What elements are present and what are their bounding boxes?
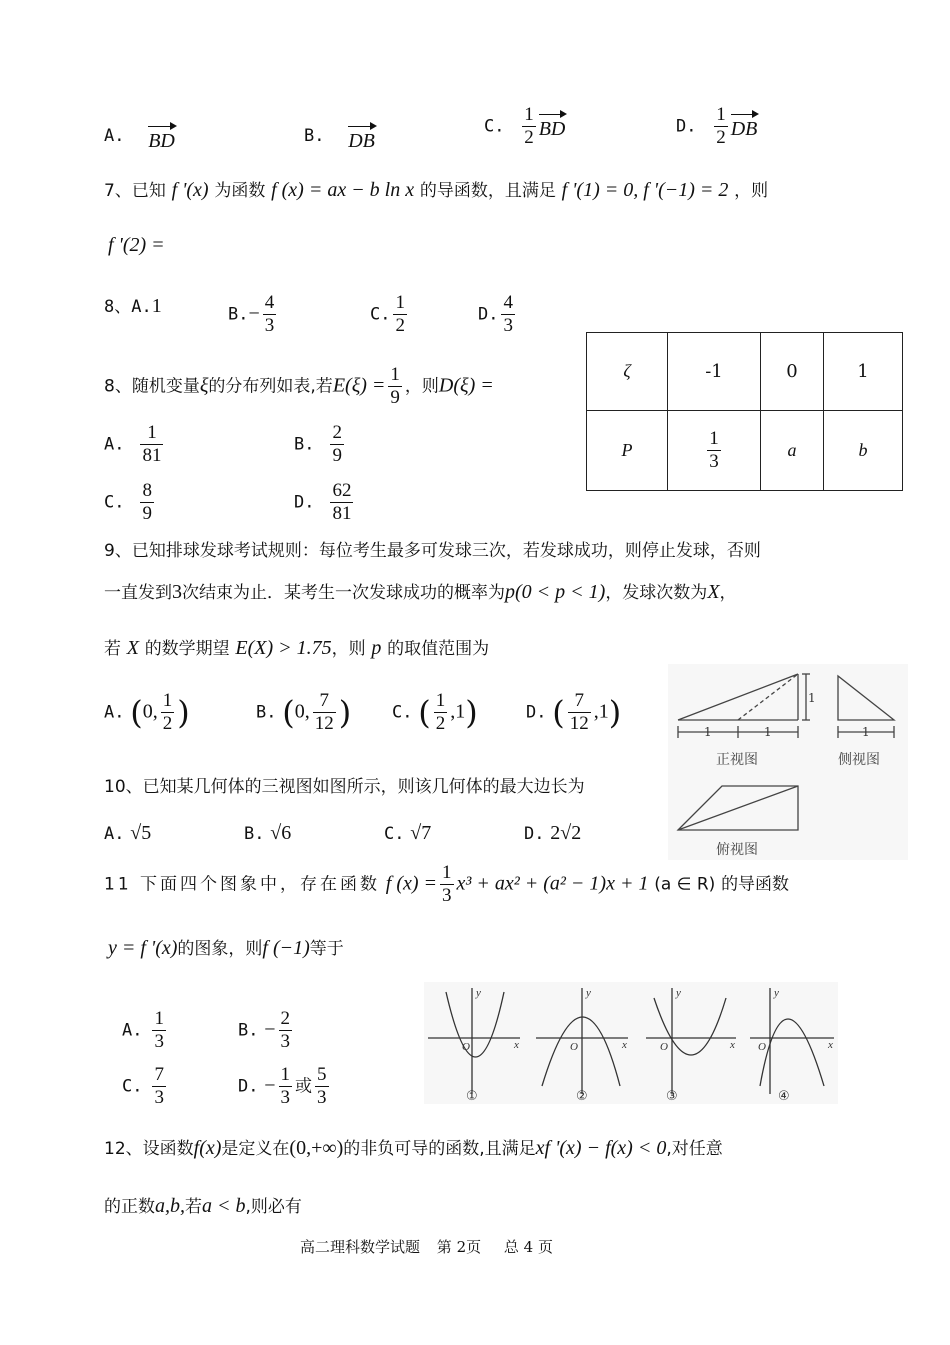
- option-label: C.: [484, 116, 505, 137]
- option-label: B.: [256, 702, 277, 723]
- axis-y-label: y: [476, 987, 481, 999]
- fraction: $\frac{7}{12}$: [314, 690, 334, 734]
- q11-function-rhs: x³ + ax² + (a² − 1)x + 1: [456, 872, 649, 895]
- q11-option-a: [122, 1008, 169, 1053]
- q12-text: 的非负可导的函数,且满足: [343, 1139, 536, 1159]
- option-label: D.: [478, 304, 499, 325]
- q8a-options: [104, 292, 162, 318]
- origin-label: O: [758, 1041, 766, 1053]
- q11-graphs: [424, 982, 838, 1104]
- graph-number: ④: [778, 1089, 790, 1104]
- axis-y-label: y: [774, 987, 779, 999]
- q8-text: 8、随机变量: [104, 376, 200, 397]
- fraction: $\frac{7}{3}$: [154, 1064, 164, 1108]
- axis-x-label: x: [828, 1039, 833, 1051]
- option-label: C.: [370, 304, 391, 325]
- q7-text: ，则: [734, 181, 769, 201]
- q9-p: p: [371, 637, 382, 659]
- option-label: A.: [104, 434, 125, 455]
- fraction: $\frac{8}{9}$: [142, 480, 152, 524]
- q12-ab: a,b,: [155, 1195, 185, 1217]
- table-cell: ζ: [587, 333, 668, 411]
- q9-text: 的数学期望: [144, 639, 230, 659]
- option-label: C.: [392, 702, 413, 723]
- fraction: $\frac{1}{2}$: [435, 690, 446, 734]
- fraction: $\frac{1}{2}$: [395, 292, 405, 336]
- q12-line2: [104, 1192, 302, 1218]
- q8-text: ，则: [404, 376, 439, 397]
- q10-text: 10、已知某几何体的三视图如图所示，则该几何体的最大边长为: [104, 777, 585, 797]
- fraction: $\frac{1}{3}$: [280, 1064, 290, 1108]
- option-label: C.: [104, 492, 125, 513]
- q12-text: 是定义在: [221, 1139, 290, 1159]
- table-cell: 0: [761, 333, 824, 411]
- q9-text: 一直发到: [104, 583, 172, 603]
- side-view-label: 侧视图: [838, 752, 880, 768]
- option-value: √5: [130, 822, 152, 844]
- q8-variance: D(ξ) =: [438, 374, 494, 397]
- q9-line1: 9、已知排球发球考试规则：每位考生最多可发球三次，若发球成功，则停止发球，否则: [104, 541, 761, 561]
- q9-text: ，则: [331, 639, 366, 659]
- option-label: C.: [122, 1076, 143, 1097]
- origin-label: O: [462, 1041, 470, 1053]
- question-8: [104, 364, 494, 409]
- axis-y-label: y: [676, 987, 681, 999]
- graphs-background: [424, 982, 838, 1104]
- q11-derivative: y = f '(x): [108, 937, 178, 959]
- option-label: A.: [122, 1020, 143, 1041]
- dim-label: 1: [862, 725, 870, 739]
- q8-xi: ξ: [199, 374, 209, 397]
- q12-inequality: xf '(x) − f(x) < 0: [535, 1137, 667, 1159]
- option-label: C.: [384, 824, 405, 844]
- q9-x: X: [707, 581, 720, 603]
- q11-f-neg1: f (−1): [262, 937, 310, 959]
- q10-option-c: [384, 822, 431, 845]
- interval-right: ,1: [593, 700, 609, 723]
- option-label: B.: [304, 126, 325, 146]
- q9-text: 的取值范围为: [387, 639, 490, 659]
- q8a-option-c: [370, 292, 410, 337]
- axis-x-label: x: [730, 1039, 735, 1051]
- q12-a-lt-b: a < b: [202, 1195, 246, 1217]
- three-view-figure: [668, 664, 908, 860]
- q7-condition: f '(1) = 0, f '(−1) = 2: [561, 179, 729, 201]
- q10-option-d: [524, 822, 581, 845]
- q11-text: 等于: [309, 939, 344, 959]
- distribution-table: [586, 332, 903, 491]
- q8a-option-b: [228, 292, 279, 337]
- q9-option-b: B. (0, $\frac{7}{12}$ ): [256, 690, 352, 734]
- fraction: $\frac{1}{3}$: [442, 862, 452, 906]
- table-row: [587, 411, 903, 491]
- option-label: B.: [228, 304, 249, 325]
- fraction: $\frac{7}{12}$: [569, 690, 589, 734]
- front-view-label: 正视图: [716, 752, 758, 768]
- option-value: 1: [151, 295, 162, 317]
- option-value: √7: [410, 822, 432, 844]
- q8a-option-d: [478, 292, 518, 337]
- q9-text: ，: [719, 583, 737, 603]
- fraction: $\frac{1}{3}$: [154, 1008, 164, 1052]
- fraction: $\frac{1}{2}$: [524, 104, 534, 148]
- q7-prefix: 7、已知: [104, 181, 166, 201]
- q12-text: 的正数: [104, 1197, 155, 1217]
- axis-x-label: x: [514, 1039, 519, 1051]
- q9-p-range: p(0 < p < 1): [505, 581, 606, 603]
- option-label: 8、A.: [104, 297, 152, 317]
- q11-option-b: [238, 1008, 295, 1053]
- q6-option-d: [676, 104, 757, 149]
- q7-text: 为函数: [214, 181, 266, 201]
- q10-option-a: [104, 822, 151, 845]
- option-label: D.: [238, 1076, 259, 1097]
- graph-number: ③: [666, 1089, 678, 1104]
- option-label: B.: [244, 824, 265, 844]
- q11-line2: [108, 934, 344, 960]
- vector-db: DB: [348, 124, 375, 153]
- q9-option-d: D. ( $\frac{7}{12}$ ,1): [526, 690, 622, 734]
- page-footer: [300, 1236, 553, 1257]
- q7-ask-expr: f '(2) =: [108, 234, 165, 256]
- q9-text: 若: [104, 639, 121, 659]
- option-label: D.: [524, 824, 545, 844]
- option-label: B.: [294, 434, 315, 455]
- vector-db: DB: [731, 112, 758, 141]
- fraction: $\frac{4}{3}$: [503, 292, 513, 336]
- fraction: $\frac{1}{9}$: [390, 364, 400, 408]
- q11-text: 11 下面四个图象中，存在函数: [104, 874, 381, 895]
- minus-sign: −: [248, 302, 260, 325]
- option-label: D.: [526, 702, 547, 723]
- q11-text: 的导函数: [721, 874, 790, 895]
- q11-text: 的图象，则: [177, 939, 263, 959]
- option-value: 2√2: [550, 822, 582, 844]
- fraction: $\frac{2}{9}$: [332, 422, 342, 466]
- footer-total: 总 4 页: [503, 1238, 553, 1256]
- fraction: $\frac{5}{3}$: [317, 1064, 327, 1108]
- graph-number: ②: [576, 1089, 588, 1104]
- q8-text: 的分布列如表,若: [208, 376, 333, 397]
- dim-label: 1: [808, 691, 816, 705]
- q9-line3: [104, 634, 489, 660]
- fraction: $\frac{1}{3}$: [709, 428, 719, 472]
- fraction: $\frac{1}{2}$: [162, 690, 173, 734]
- q6-option-b: [304, 118, 375, 152]
- question-7: [104, 176, 768, 202]
- q9-expectation: E(X) > 1.75: [235, 637, 332, 659]
- option-label: B.: [238, 1020, 259, 1041]
- question-12: [104, 1134, 723, 1160]
- footer-page: 第 2页: [436, 1238, 482, 1256]
- option-value: √6: [270, 822, 292, 844]
- q6-options: [104, 118, 175, 152]
- question-11: [104, 862, 789, 907]
- fraction: $\frac{4}{3}$: [264, 292, 275, 336]
- option-label: A.: [104, 824, 125, 844]
- q12-text: 12、设函数: [104, 1139, 194, 1159]
- q7-function: f (x) = ax − b ln x: [271, 179, 415, 201]
- q8-option-c: [104, 480, 157, 525]
- q7-text: 的导函数，且满足: [419, 181, 556, 201]
- q9-text: 次结束为止．某考生一次发球成功的概率为: [182, 583, 505, 603]
- table-row: [587, 333, 903, 411]
- minus-sign: −: [264, 1074, 276, 1097]
- interval-left: 0,: [142, 700, 158, 723]
- fraction: $\frac{2}{3}$: [280, 1008, 290, 1052]
- q12-text: ,则必有: [245, 1197, 302, 1217]
- table-cell: -1: [668, 333, 761, 411]
- origin-label: O: [570, 1041, 578, 1053]
- q12-fx: f(x): [193, 1137, 222, 1159]
- q9-line2: [104, 578, 737, 604]
- table-cell: 1: [824, 333, 903, 411]
- or-text: 或: [295, 1076, 312, 1097]
- q12-text: 若: [185, 1197, 202, 1217]
- interval-right: ,1: [450, 700, 466, 723]
- fraction: $\frac{1}{2}$: [716, 104, 726, 148]
- option-label: D.: [676, 116, 697, 137]
- q11-condition: (a ∈ R): [654, 874, 716, 895]
- q10-option-b: [244, 822, 291, 845]
- q8-expectation: E(ξ) =: [332, 374, 386, 397]
- vector-bd: BD: [148, 124, 175, 153]
- q6-option-c: [484, 104, 565, 149]
- table-cell: a: [761, 411, 824, 491]
- option-label: A.: [104, 126, 125, 146]
- option-label: D.: [294, 492, 315, 513]
- top-view-label: 俯视图: [716, 842, 758, 858]
- dim-label: 1: [704, 725, 712, 739]
- fraction: $\frac{62}{81}$: [332, 480, 352, 524]
- q8-option-a: [104, 422, 166, 467]
- interval-left: 0,: [294, 700, 310, 723]
- q9-text: ，发球次数为: [605, 583, 708, 603]
- q12-text: ,对任意: [666, 1139, 723, 1159]
- table-cell: P: [587, 411, 668, 491]
- q11-option-c: [122, 1064, 169, 1109]
- q8-option-b: [294, 422, 347, 467]
- table-cell: b: [824, 411, 903, 491]
- q9-x: X: [126, 637, 139, 659]
- minus-sign: −: [264, 1018, 276, 1041]
- footer-title: 高二理科数学试题: [300, 1238, 421, 1256]
- q12-domain: (0,+∞): [289, 1137, 344, 1159]
- q9-number: 3: [172, 581, 182, 603]
- dim-label: 1: [764, 725, 772, 739]
- option-label: A.: [104, 702, 125, 723]
- axis-x-label: x: [622, 1039, 627, 1051]
- fraction: $\frac{1}{81}$: [142, 422, 162, 466]
- q7-fprime: f '(x): [171, 179, 209, 201]
- q11-function-lhs: f (x) =: [385, 872, 438, 895]
- origin-label: O: [660, 1041, 668, 1053]
- graph-number: ①: [466, 1089, 478, 1104]
- q9-option-c: C. ( $\frac{1}{2}$ ,1): [392, 690, 478, 734]
- q8-option-d: [294, 480, 356, 525]
- table-cell: [668, 411, 761, 491]
- q11-option-d: [238, 1064, 332, 1109]
- vector-bd: BD: [539, 112, 566, 141]
- q9-option-a: A. (0, $\frac{1}{2}$ ): [104, 690, 190, 734]
- axis-y-label: y: [586, 987, 591, 999]
- q7-ask: [108, 234, 165, 257]
